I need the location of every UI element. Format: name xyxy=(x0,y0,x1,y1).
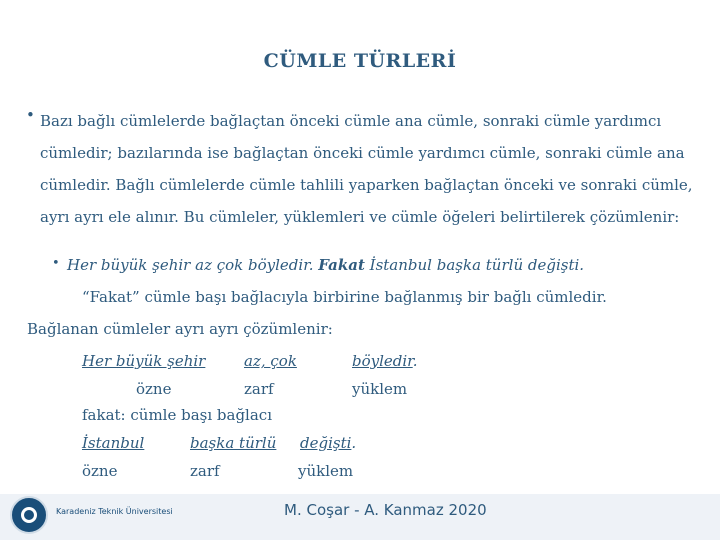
university-name: Karadeniz Teknik Üniversitesi xyxy=(56,507,173,516)
s2-subject: İstanbul xyxy=(82,434,145,452)
s1-role-predicate: yüklem xyxy=(352,380,408,398)
explanation-line: “Fakat” cümle başı bağlacıyla birbirine bağlanmış bir bağlı cümledir. xyxy=(82,288,607,306)
example-part1: Her büyük şehir az çok böyledir. xyxy=(67,256,314,274)
s1-subject: Her büyük şehir xyxy=(82,352,206,370)
s2-punct: . xyxy=(351,434,357,452)
s1-adverb: az, çok xyxy=(244,352,297,370)
s2-predicate: değişti xyxy=(300,434,352,452)
s2-adverb: başka türlü xyxy=(190,434,277,452)
s2-role-predicate: yüklem xyxy=(298,462,354,480)
bullet-marker: • xyxy=(26,106,35,124)
s1-predicate-wrap xyxy=(352,352,417,370)
sub-bullet-marker: • xyxy=(52,256,60,271)
s1-predicate: böyledir xyxy=(352,352,413,370)
example-bold-word: Fakat xyxy=(318,256,365,274)
s1-punct: . xyxy=(412,352,418,370)
slide-title: CÜMLE TÜRLERİ xyxy=(263,50,457,72)
author-credit: M. Coşar - A. Kanmaz 2020 xyxy=(284,501,487,519)
intro-paragraph: Bazı bağlı cümlelerde bağlaçtan önceki cümle ana cümle, sonraki cümle yardımcı cümledir; bazılarında ise bağlaçtan önceki cümle yardımcı cümle, sonraki cümle ana cümledir. Bağlı cümlelerde cümle tahlili yaparken bağlaçtan önceki ve sonraki cümle, ayrı ayrı ele alınır. Bu cümleler, yüklemleri ve cümle öğeleri belirtilerek çözümlenir: xyxy=(40,112,693,226)
example-part2: İstanbul başka türlü değişti. xyxy=(369,256,585,274)
s2-role-subject: özne xyxy=(82,462,118,480)
connector-line: fakat: cümle başı bağlacı xyxy=(82,406,272,424)
s1-role-adverb: zarf xyxy=(244,380,274,398)
example-sentence xyxy=(67,256,584,274)
s2-role-adverb: zarf xyxy=(190,462,220,480)
university-logo-icon xyxy=(10,496,48,534)
analysis-heading: Bağlanan cümleler ayrı ayrı çözümlenir: xyxy=(27,320,333,338)
s2-predicate-wrap xyxy=(300,434,356,452)
s1-role-subject: özne xyxy=(136,380,172,398)
